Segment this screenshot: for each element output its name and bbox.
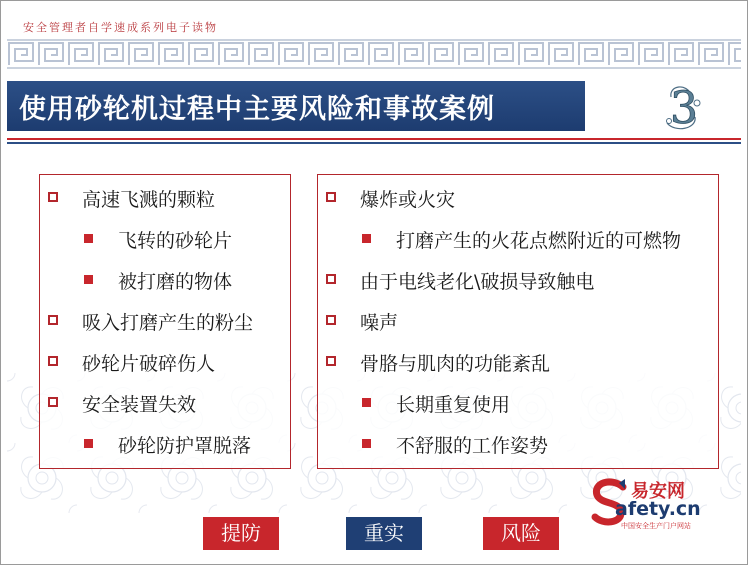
- list-item-label: 飞转的砂轮片: [118, 230, 233, 252]
- list-item-label: 高速飞溅的颗粒: [82, 189, 216, 211]
- left-risk-panel: [39, 174, 291, 469]
- hollow-square-bullet-icon: [48, 397, 58, 407]
- list-item-label: 砂轮防护罩脱落: [118, 435, 252, 457]
- fret-border-decoration: [7, 39, 741, 69]
- emphasis-button[interactable]: 重实: [346, 517, 422, 550]
- list-item-label: 安全装置失效: [82, 394, 197, 416]
- divider-red: [7, 138, 741, 140]
- risk-button[interactable]: 风险: [483, 517, 559, 550]
- list-item-label: 长期重复使用: [396, 394, 511, 416]
- list-item-label: 不舒服的工作姿势: [396, 435, 549, 457]
- chapter-number-ornament: [657, 79, 711, 135]
- hollow-square-bullet-icon: [326, 192, 336, 202]
- prevent-button[interactable]: 提防: [203, 517, 279, 550]
- solid-square-bullet-icon: [84, 439, 93, 448]
- logo: [589, 471, 737, 531]
- hollow-square-bullet-icon: [326, 315, 336, 325]
- list-item-label: 吸入打磨产生的粉尘: [82, 312, 254, 334]
- solid-square-bullet-icon: [362, 234, 371, 243]
- page-title: 使用砂轮机过程中主要风险和事故案例: [19, 94, 495, 125]
- series-title: 安全管理者自学速成系列电子读物: [23, 21, 218, 34]
- right-risk-panel: [317, 174, 719, 469]
- hollow-square-bullet-icon: [48, 356, 58, 366]
- list-item-label: 骨胳与肌肉的功能紊乱: [360, 353, 551, 375]
- list-item-label: 打磨产生的火花点燃附近的可燃物: [396, 230, 682, 252]
- list-item-label: 由于电线老化\破损导致触电: [360, 271, 595, 293]
- solid-square-bullet-icon: [84, 234, 93, 243]
- logo-name-en: afety.cn: [615, 498, 701, 520]
- solid-square-bullet-icon: [362, 439, 371, 448]
- logo-tagline: 中国安全生产门户网站: [621, 522, 691, 530]
- list-item-label: 被打磨的物体: [118, 271, 233, 293]
- divider-blue: [7, 142, 741, 144]
- hollow-square-bullet-icon: [326, 356, 336, 366]
- list-item-label: 砂轮片破碎伤人: [82, 353, 216, 375]
- list-item-label: 噪声: [360, 312, 399, 334]
- list-item-label: 爆炸或火灾: [360, 189, 456, 211]
- hollow-square-bullet-icon: [48, 192, 58, 202]
- hollow-square-bullet-icon: [48, 315, 58, 325]
- solid-square-bullet-icon: [84, 275, 93, 284]
- hollow-square-bullet-icon: [326, 274, 336, 284]
- chapter-number: 3: [670, 83, 698, 134]
- solid-square-bullet-icon: [362, 398, 371, 407]
- logo-name-cn: 易安网: [631, 481, 685, 502]
- title-bar: [7, 81, 585, 131]
